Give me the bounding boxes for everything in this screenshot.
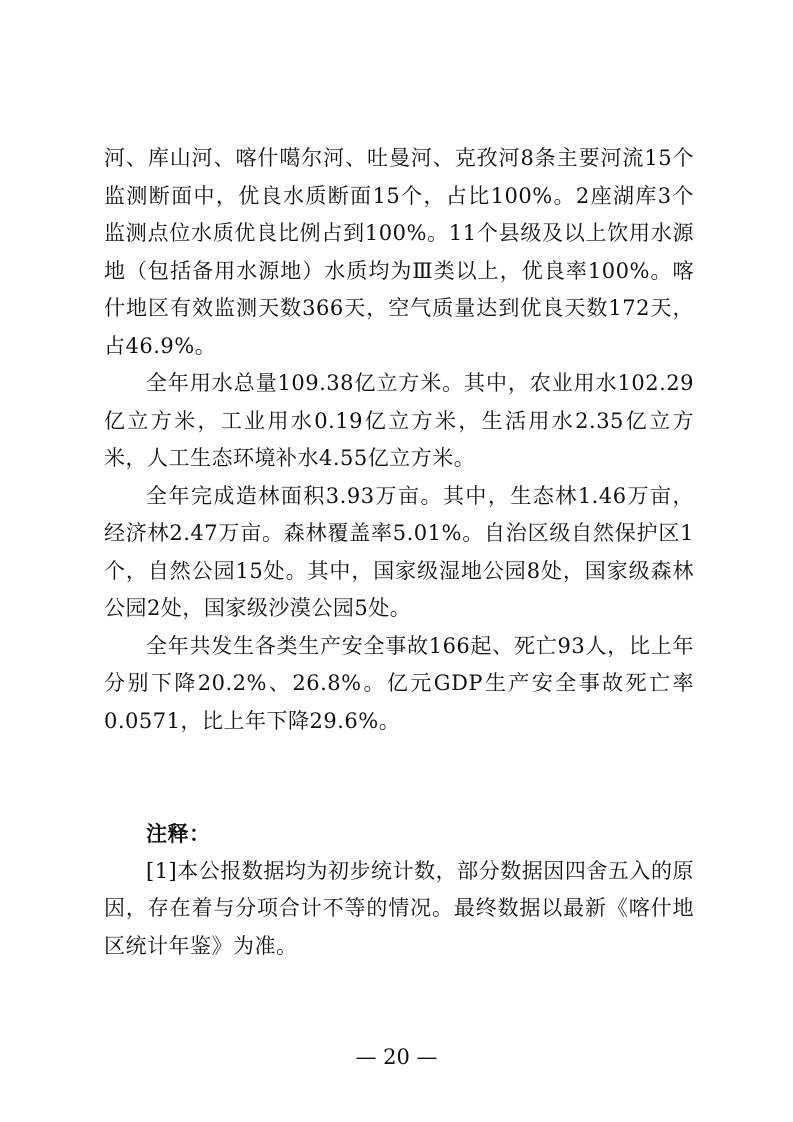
notes-section [104, 815, 694, 965]
paragraph-afforestation: 全年完成造林面积3.93万亩。其中，生态林1.46万亩，经济林2.47万亩。森林覆盖率5.01%。自治区级自然保护区1个，自然公园15处。其中，国家级湿地公园8处，国家级森林公园2处，国家级沙漠公园5处。 [104, 483, 694, 620]
note-item: [1]本公报数据均为初步统计数，部分数据因四舍五入的原因，存在着与分项合计不等的情况。最终数据以最新《喀什地区统计年鉴》为准。 [104, 858, 694, 958]
notes-heading: 注释： [146, 821, 211, 846]
paragraph-water-quality: 河、库山河、喀什噶尔河、吐曼河、克孜河8条主要河流15个监测断面中，优良水质断面15个，占比100%。2座湖库3个监测点位水质优良比例占到100%。11个县级及以上饮用水源地（包括备用水源地）水质均为Ⅲ类以上，优良率100%。喀什地区有效监测天数366天，空气质量达到优良天数172天，占46.9%。 [104, 146, 694, 358]
paragraph-safety-accidents: 全年共发生各类生产安全事故166起、死亡93人，比上年分别下降20.2%、26.8%。亿元GDP生产安全事故死亡率0.0571，比上年下降29.6%。 [104, 633, 694, 733]
page-number: — 20 — [355, 1045, 438, 1069]
paragraph-water-usage: 全年用水总量109.38亿立方米。其中，农业用水102.29亿立方米，工业用水0.19亿立方米，生活用水2.35亿立方米，人工生态环境补水4.55亿立方米。 [104, 371, 694, 470]
body-text [104, 140, 694, 740]
